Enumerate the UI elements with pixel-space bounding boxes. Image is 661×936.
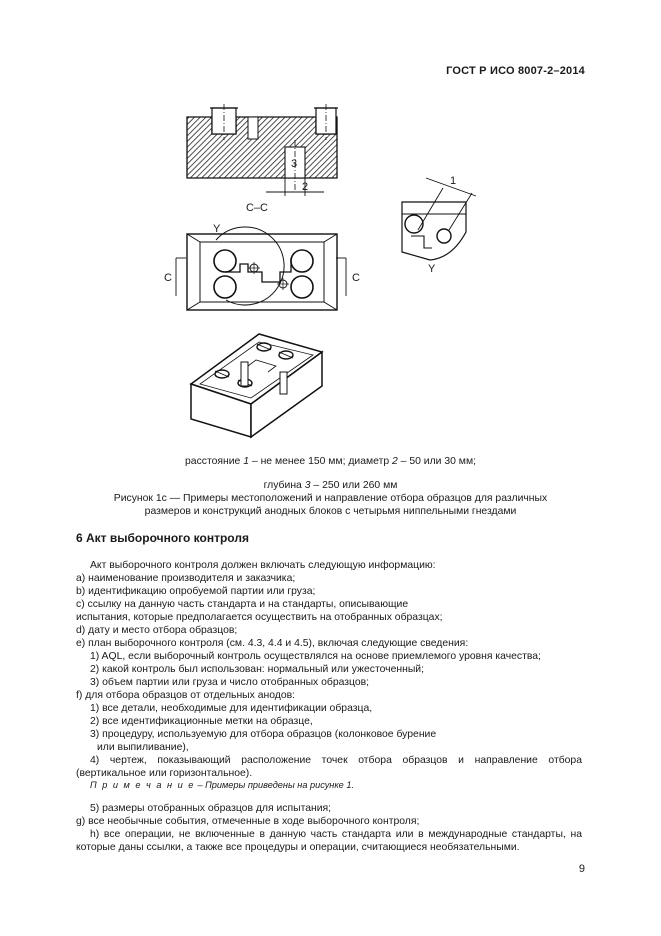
list-item-c: с) ссылку на данную часть стандарта и на стандарты, описывающие (76, 599, 409, 610)
list-item-f2: 2) все идентификационные метки на образце, (90, 716, 313, 727)
list-item-e2: 2) какой контроль был использован: нормальный или ужесточенный; (90, 664, 424, 675)
body-line-1: Акт выборочного контроля должен включать следующую информацию: (90, 560, 436, 571)
document-code: ГОСТ Р ИСО 8007-2–2014 (446, 65, 585, 77)
list-item-b: b) идентификацию опробуемой партии или груза; (76, 586, 316, 597)
list-item-e1: 1) AQL, если выборочный контроль осуществлялся на основе приемлемого уровня качества; (90, 651, 541, 662)
cut-label-left: С (164, 272, 172, 284)
list-item-f1: 1) все детали, необходимые для идентификации образца, (90, 703, 373, 714)
page-number: 9 (578, 863, 585, 875)
list-item-f4-cont: (вертикальное или горизонтальное). (76, 768, 253, 779)
figure-legend-line-2: глубина 3 – 250 или 260 мм (263, 480, 398, 491)
list-item-d: d) дату и место отбора образцов; (76, 625, 238, 636)
list-item-e: е) план выборочного контроля (см. 4.3, 4.4 и 4.5), включая следующие сведения: (76, 638, 469, 649)
note-line (90, 779, 354, 792)
detail-label-y: Y (428, 263, 436, 275)
list-item-f4: 4) чертеж, показывающий расположение точек отбора образцов и направление отбора (90, 755, 582, 766)
figure-title-line-2: размеров и конструкций анодных блоков с четырьмя ниппельными гнездами (144, 506, 517, 517)
list-item-g: g) все необычные события, отмеченные в ходе выборочного контроля; (76, 816, 420, 827)
dim-label-2: 2 (302, 181, 309, 193)
isometric-block (191, 334, 322, 437)
view-label-y: Y (213, 223, 221, 235)
list-item-a: а) наименование производителя и заказчика; (76, 573, 296, 584)
detail-view-y (402, 175, 476, 275)
note-text: – Примеры приведены на рисунке 1. (194, 780, 355, 790)
cut-label-right: С (352, 272, 360, 284)
dim-label-3: 3 (291, 158, 298, 170)
list-item-c-cont: испытания, которые предполагается осуществить на отобранных образцах; (76, 612, 443, 623)
figure-title-line-1: Рисунок 1с — Примеры местоположений и направление отбора образцов для различных (113, 493, 548, 504)
section-view (187, 104, 338, 214)
list-item-h-cont: которые даны ссылки, а также все процедуры и операции, считающиеся необязательными. (76, 842, 520, 853)
section-heading: 6 Акт выборочного контроля (76, 531, 249, 545)
plan-view (164, 223, 360, 310)
dim-label-1: 1 (450, 175, 457, 187)
section-label: С–С (246, 202, 269, 214)
list-item-f3: 3) процедуру, используемую для отбора образцов (колонковое бурение (90, 729, 437, 740)
list-item-f3-cont: или выпиливание), (97, 742, 189, 753)
list-item-h: h) все операции, не включенные в данную часть стандарта или в международные стандарты, на (90, 829, 582, 840)
figure-legend-line-1: расстояние 1 – не менее 150 мм; диаметр 2 – 50 или 30 мм; (185, 456, 476, 467)
list-item-e3: 3) объем партии или груза и число отобранных образцов; (90, 677, 370, 688)
list-item-f: f) для отбора образцов от отдельных анодов: (76, 690, 296, 701)
list-item-f5: 5) размеры отобранных образцов для испытания; (90, 803, 332, 814)
note-label: П р и м е ч а н и е (90, 780, 195, 790)
